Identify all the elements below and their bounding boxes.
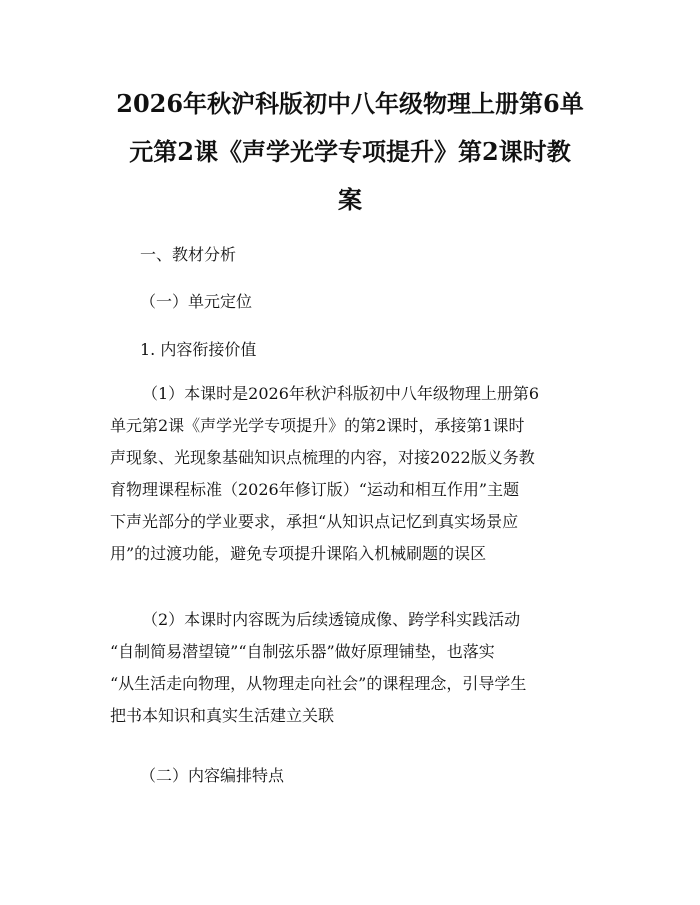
paragraph-1-line: 下声光部分的学业要求，承担“从知识点记忆到真实场景应 bbox=[110, 512, 519, 531]
document-title bbox=[100, 80, 600, 224]
paragraph-2-line: 把书本知识和真实生活建立关联 bbox=[110, 706, 335, 725]
title-line-2: 元第2课《声学光学专项提升》第2课时教 bbox=[129, 137, 571, 166]
paragraph-1-line: （1）本课时是2026年秋沪科版初中八年级物理上册第6 bbox=[142, 384, 540, 403]
paragraph-1-line: 单元第2课《声学光学专项提升》的第2课时，承接第1课时 bbox=[110, 416, 525, 435]
paragraph-2-line: “从生活走向物理，从物理走向社会”的课程理念，引导学生 bbox=[110, 674, 527, 693]
subsection-heading-unit-positioning: （一）单元定位 bbox=[140, 292, 253, 311]
section-heading-textbook-analysis: 一、教材分析 bbox=[140, 245, 237, 264]
paragraph-1-line: 声现象、光现象基础知识点梳理的内容，对接2022版义务教 bbox=[110, 448, 535, 467]
paragraph-1-line: 用”的过渡功能，避免专项提升课陷入机械刷题的误区 bbox=[110, 544, 487, 563]
paragraph-2 bbox=[110, 604, 590, 732]
title-line-3: 案 bbox=[338, 185, 362, 214]
item-heading-content-connection: 1. 内容衔接价值 bbox=[140, 340, 257, 359]
paragraph-1-line: 育物理课程标准（2026年修订版）“运动和相互作用”主题 bbox=[110, 480, 520, 499]
paragraph-2-line: （2）本课时内容既为后续透镜成像、跨学科实践活动 bbox=[142, 610, 521, 629]
subsection-heading-content-arrangement: （二）内容编排特点 bbox=[140, 766, 285, 785]
title-line-1: 2026年秋沪科版初中八年级物理上册第6单 bbox=[116, 89, 584, 118]
paragraph-2-line: “自制简易潜望镜”“自制弦乐器”做好原理铺垫，也落实 bbox=[110, 642, 495, 661]
paragraph-1 bbox=[110, 378, 590, 570]
